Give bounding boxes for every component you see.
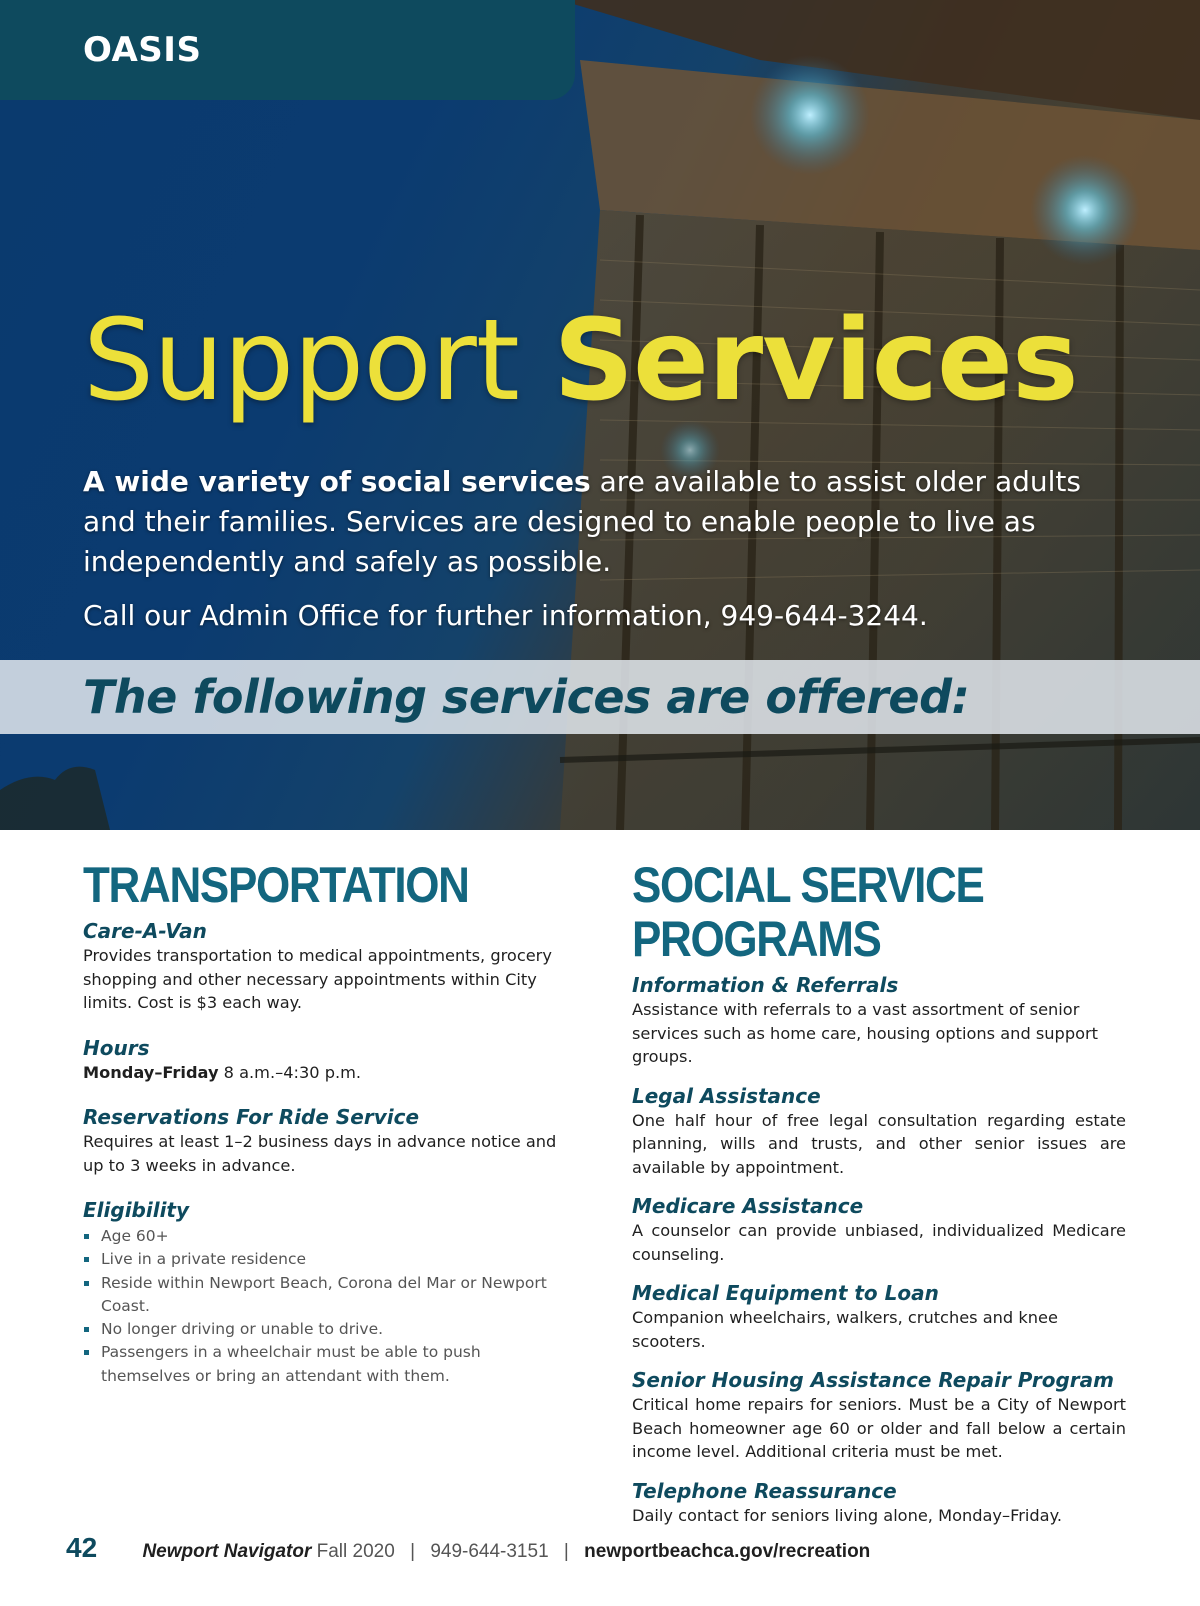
intro-rest: are available to assist older adults and their families. Services are designed to enable people to live as independently and safely as possible. [83,465,1081,578]
title-light: Support [83,296,519,426]
publication-season: Fall 2020 [311,1541,395,1562]
list-item-text: Passengers in a wheelchair must be able to push themselves or bring an attendant with them. [101,1343,481,1385]
list-item-text: Live in a private residence [101,1250,306,1269]
bullet-square-icon [84,1327,89,1332]
program-text: A counselor can provide unbiased, individualized Medicare counseling. [632,1221,1126,1264]
title-bold: Services [553,296,1078,426]
program-text: Assistance with referrals to a vast assortment of senior services such as home care, housing options and support groups. [632,1000,1099,1066]
eligibility-title: Eligibility [83,1198,190,1222]
hours-time: 8 a.m.–4:30 p.m. [218,1062,362,1082]
footer-separator: | [410,1541,416,1562]
hours-text [83,1061,563,1085]
social-services-column [632,858,1126,1527]
brand-label: OASIS [83,30,202,70]
bullet-square-icon [84,1281,89,1286]
list-item-text: Age 60+ [101,1227,169,1245]
program-title: Telephone Reassurance [632,1478,897,1503]
eligibility-list [83,1225,563,1388]
services-banner-text: The following services are offered: [83,670,970,724]
services-banner [0,660,1200,734]
footer-separator: | [563,1541,569,1562]
program-title: Senior Housing Assistance Repair Program [632,1368,1114,1392]
intro-paragraph [83,462,1083,582]
reservations-title: Reservations For Ride Service [83,1105,420,1129]
list-item [83,1225,563,1248]
page-number: 42 [66,1532,98,1563]
program-title: Medicare Assistance [632,1194,864,1218]
program-text: Companion wheelchairs, walkers, crutches and knee scooters. [632,1308,1058,1351]
publication-name: Newport Navigator [142,1541,312,1562]
page-title [83,296,1078,426]
bullet-square-icon [84,1257,89,1262]
page-footer [66,1530,870,1570]
transportation-column [83,858,563,1388]
list-item [83,1318,563,1341]
program-title: Legal Assistance [632,1083,821,1108]
care-a-van-title: Care-A-Van [83,919,207,943]
list-item-text: Reside within Newport Beach, Corona del Mar or Newport Coast. [101,1273,547,1315]
heading-line-1: SOCIAL SERVICE [632,857,984,913]
brand-tab [0,0,575,100]
footer-phone: 949-644-3151 [430,1541,549,1562]
heading-line-2: PROGRAMS [632,911,881,967]
list-item [83,1248,563,1271]
list-item [83,1341,563,1388]
program-title: Information & Referrals [632,973,899,997]
bullet-square-icon [84,1234,89,1239]
bullet-square-icon [84,1350,89,1355]
reservations-text: Requires at least 1–2 business days in advance notice and up to 3 weeks in advance. [83,1132,557,1175]
program-text: Critical home repairs for seniors. Must be a City of Newport Beach homeowner age 60 or older and fall below a certain income level. Additional criteria must be met. [632,1395,1126,1461]
hours-days: Monday–Friday [83,1062,219,1082]
hours-title: Hours [83,1035,150,1060]
list-item [83,1272,563,1319]
footer-url-link[interactable]: newportbeachca.gov/recreation [584,1541,871,1562]
program-title: Medical Equipment to Loan [632,1281,939,1305]
admin-office-call: Call our Admin Office for further information, 949-644-3244. [83,599,928,632]
program-text: Daily contact for seniors living alone, Monday–Friday. [632,1505,1062,1525]
social-services-heading [632,858,1125,966]
care-a-van-text: Provides transportation to medical appointments, grocery shopping and other necessary appointments within City limits. Cost is $3 each way. [83,946,552,1012]
list-item-text: No longer driving or unable to drive. [101,1320,384,1339]
intro-lead: A wide variety of social services [83,465,591,498]
program-text: One half hour of free legal consultation regarding estate planning, wills and trusts, and other senior issues are available by appointment. [632,1110,1126,1177]
transportation-heading: TRANSPORTATION [83,857,469,913]
